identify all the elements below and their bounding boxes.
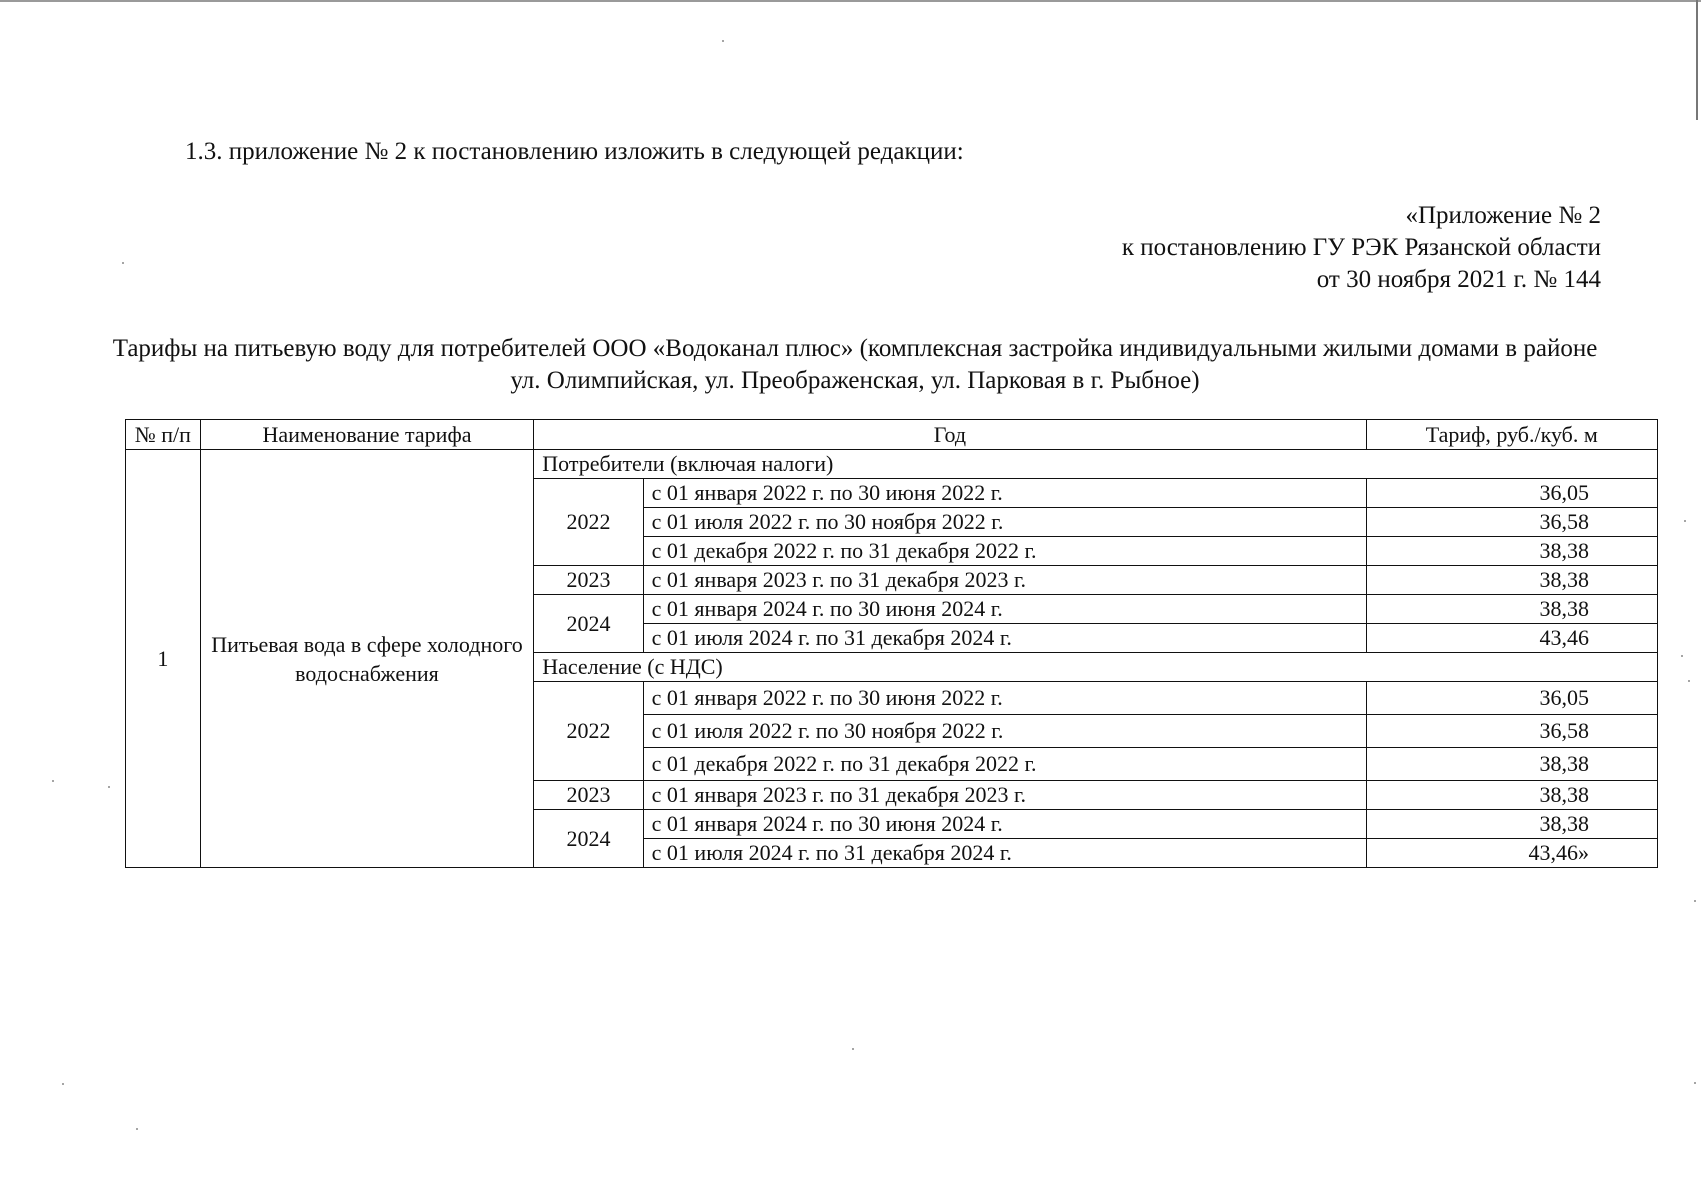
tariff-value: 43,46 (1366, 624, 1657, 653)
period-cell: с 01 января 2024 г. по 30 июня 2024 г. (643, 810, 1366, 839)
period-cell: с 01 января 2022 г. по 30 июня 2022 г. (643, 479, 1366, 508)
header-num: № п/п (126, 420, 201, 450)
period-cell: с 01 декабря 2022 г. по 31 декабря 2022 г. (643, 748, 1366, 781)
appendix-line-3: от 30 ноября 2021 г. № 144 (1316, 266, 1601, 293)
tariff-value: 38,38 (1366, 810, 1657, 839)
consumer-group-label: Население (с НДС) (534, 653, 1658, 682)
period-cell: с 01 января 2023 г. по 31 декабря 2023 г. (643, 566, 1366, 595)
appendix-reference (1122, 200, 1601, 296)
period-cell: с 01 июля 2024 г. по 31 декабря 2024 г. (643, 624, 1366, 653)
tariff-value: 43,46» (1366, 839, 1657, 868)
scan-speck (1684, 520, 1686, 522)
tariff-table (125, 419, 1658, 868)
group-row (126, 450, 1658, 479)
period-cell: с 01 декабря 2022 г. по 31 декабря 2022 г. (643, 537, 1366, 566)
tariff-value: 38,38 (1366, 566, 1657, 595)
scan-speck (1694, 900, 1696, 902)
scan-speck (722, 40, 724, 42)
scan-speck (62, 1083, 64, 1085)
tariff-value: 36,05 (1366, 682, 1657, 715)
scan-speck (136, 1128, 138, 1130)
scan-speck (108, 786, 110, 788)
page-right-edge (1696, 0, 1698, 120)
tariff-value: 38,38 (1366, 748, 1657, 781)
tariff-value: 38,38 (1366, 781, 1657, 810)
scan-speck (852, 1048, 854, 1050)
tariff-value: 36,05 (1366, 479, 1657, 508)
tariff-value: 38,38 (1366, 595, 1657, 624)
header-year: Год (534, 420, 1366, 450)
year-cell: 2023 (534, 566, 643, 595)
intro-paragraph: 1.3. приложение № 2 к постановлению изложить в следующей редакции: (185, 138, 964, 165)
year-cell: 2022 (534, 479, 643, 566)
tariff-value: 36,58 (1366, 715, 1657, 748)
year-cell: 2023 (534, 781, 643, 810)
scan-speck (122, 262, 124, 264)
table-header-row (126, 420, 1658, 450)
scan-speck (1681, 655, 1683, 657)
period-cell: с 01 января 2024 г. по 30 июня 2024 г. (643, 595, 1366, 624)
year-cell: 2024 (534, 595, 643, 653)
page-top-edge (0, 0, 1701, 2)
scan-speck (52, 780, 54, 782)
document-title: Тарифы на питьевую воду для потребителей ООО «Водоканал плюс» (комплексная застройка индивидуальными жилыми домами в районе ул. Олимпийская, ул. Преображенская, ул. Парковая в г. Рыбное) (112, 335, 1598, 394)
tariff-table-body (126, 450, 1658, 868)
period-cell: с 01 июля 2024 г. по 31 декабря 2024 г. (643, 839, 1366, 868)
header-name: Наименование тарифа (200, 420, 534, 450)
tariff-value: 38,38 (1366, 537, 1657, 566)
period-cell: с 01 июля 2022 г. по 30 ноября 2022 г. (643, 508, 1366, 537)
appendix-line-2: к постановлению ГУ РЭК Рязанской области (1121, 234, 1601, 261)
tariff-value: 36,58 (1366, 508, 1657, 537)
period-cell: с 01 января 2022 г. по 30 июня 2022 г. (643, 682, 1366, 715)
period-cell: с 01 июля 2022 г. по 30 ноября 2022 г. (643, 715, 1366, 748)
year-cell: 2022 (534, 682, 643, 781)
scan-speck (1688, 680, 1690, 682)
year-cell: 2024 (534, 810, 643, 868)
header-tariff: Тариф, руб./куб. м (1366, 420, 1657, 450)
row-number: 1 (126, 450, 201, 868)
tariff-name: Питьевая вода в сфере холодного водоснабжения (200, 450, 534, 868)
appendix-line-1: «Приложение № 2 (1405, 202, 1601, 229)
period-cell: с 01 января 2023 г. по 31 декабря 2023 г. (643, 781, 1366, 810)
scan-speck (1694, 1082, 1696, 1084)
consumer-group-label: Потребители (включая налоги) (534, 450, 1658, 479)
